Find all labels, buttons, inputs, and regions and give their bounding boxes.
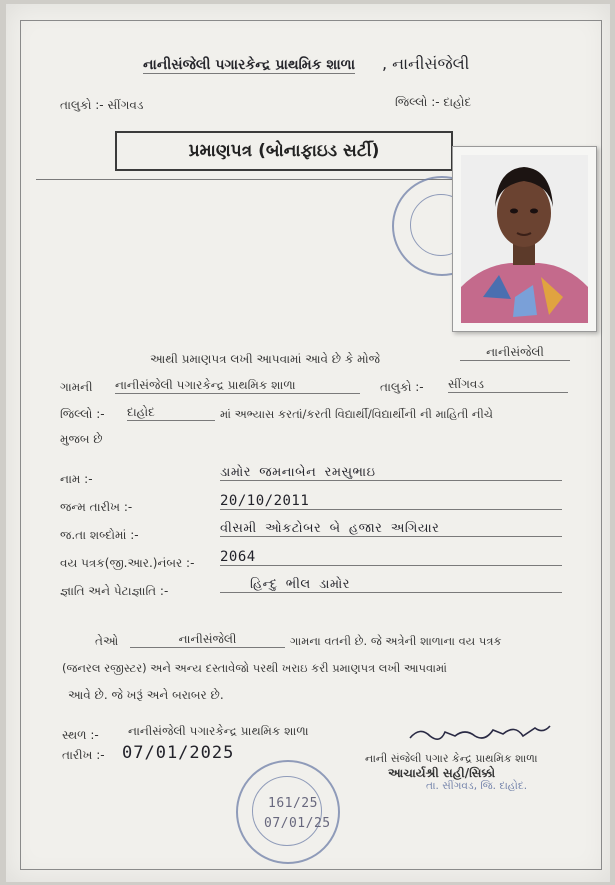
place-label: સ્થળ :- <box>62 728 99 742</box>
principal-line3: તા. સીંગવડ, જિ. દાહોદ. <box>426 780 528 792</box>
student-photo <box>452 146 597 332</box>
field-value-dob-words: વીસમી ઓકટોબર બે હજાર અગિયાર <box>220 521 562 537</box>
seal-date: 07/01/25 <box>264 816 331 831</box>
title-box <box>115 131 453 171</box>
date-value: 07/01/2025 <box>122 743 235 763</box>
field-label-dob-words: જ.તા શબ્દોમાં :- <box>60 528 139 542</box>
intro-line1: આથી પ્રમાણપત્ર લખી આપવામાં આવે છે કે મોજે <box>150 352 380 366</box>
field-value-caste: હિન્દુ ભીલ ડામોર <box>220 577 562 593</box>
school-seal-bottom <box>236 760 340 864</box>
field-label-caste: જ્ઞાતિ અને પેટાજ્ઞાતિ :- <box>60 584 169 598</box>
field-value-gr-number: 2064 <box>220 549 562 566</box>
residence-prefix: તેઓ <box>95 634 119 648</box>
intro-school-value: નાનીસંજેલી પગારકેન્દ્ર પ્રાથમિક શાળા <box>115 378 360 394</box>
field-label-gr-number: વય પત્રક(જી.આર.)નંબર :- <box>60 556 195 570</box>
student-photo-image <box>453 147 596 331</box>
taluka-header: તાલુકો :- સીંગવડ <box>60 98 144 112</box>
district-header: જિલ્લો :- દાહોદ <box>395 95 472 109</box>
intro-village-prefix: ગામની <box>60 380 93 394</box>
date-label: તારીખ :- <box>62 748 105 762</box>
principal-line1: નાની સંજેલી પગાર કેન્દ્ર પ્રાથમિક શાળા <box>365 752 538 765</box>
residence-line2: (જનરલ રજીસ્ટર) અને અન્ય દસ્તાવેજો પરથી ખરાઇ કરી પ્રમાણપત્ર લખી આપવામાં <box>62 661 447 675</box>
principal-line2: આચાર્યશ્રી સહી/સિક્કો <box>388 766 496 780</box>
field-label-dob: જન્મ તારીખ :- <box>60 500 133 514</box>
intro-district-prefix: જિલ્લો :- <box>60 407 105 421</box>
village-name: , નાનીસંજેલી <box>382 54 470 73</box>
header-rule <box>36 179 452 180</box>
intro-taluka-value: સીંગવડ <box>448 377 568 393</box>
residence-line3: આવે છે. જે ખરૂં અને બરાબર છે. <box>68 688 224 702</box>
certificate-title: પ્રમાણપત્ર (બોનાફાઇડ સર્ટી) <box>188 141 380 161</box>
place-value: નાનીસંજેલી પગારકેન્દ્ર પ્રાથમિક શાળા <box>128 724 309 738</box>
field-value-name: ડામોર જમનાબેન રમસુભાઇ <box>220 465 562 481</box>
intro-taluka-prefix: તાલુકો :- <box>380 380 424 394</box>
field-label-name: નામ :- <box>60 472 93 486</box>
intro-line4: મુજબ છે <box>60 432 103 446</box>
principal-signature <box>405 718 555 748</box>
intro-district-value: દાહોદ <box>127 405 215 421</box>
residence-village: નાનીસંજેલી <box>130 632 285 648</box>
residence-line1-suffix: ગામના વતની છે. જે અત્રેની શાળાના વય પત્રક <box>290 634 502 648</box>
field-value-dob: 20/10/2011 <box>220 493 562 510</box>
seal-number: 161/25 <box>268 796 318 811</box>
intro-line3-suffix: માં અભ્યાસ કરતાં/કરતી વિદ્યાર્થી/વિદ્યાર્થીની ની માહિતી નીચે <box>220 407 493 421</box>
school-name: નાનીસંજેલી પગારકેન્દ્ર પ્રાથમિક શાળા <box>143 57 355 73</box>
intro-village-value: નાનીસંજેલી <box>460 345 570 361</box>
